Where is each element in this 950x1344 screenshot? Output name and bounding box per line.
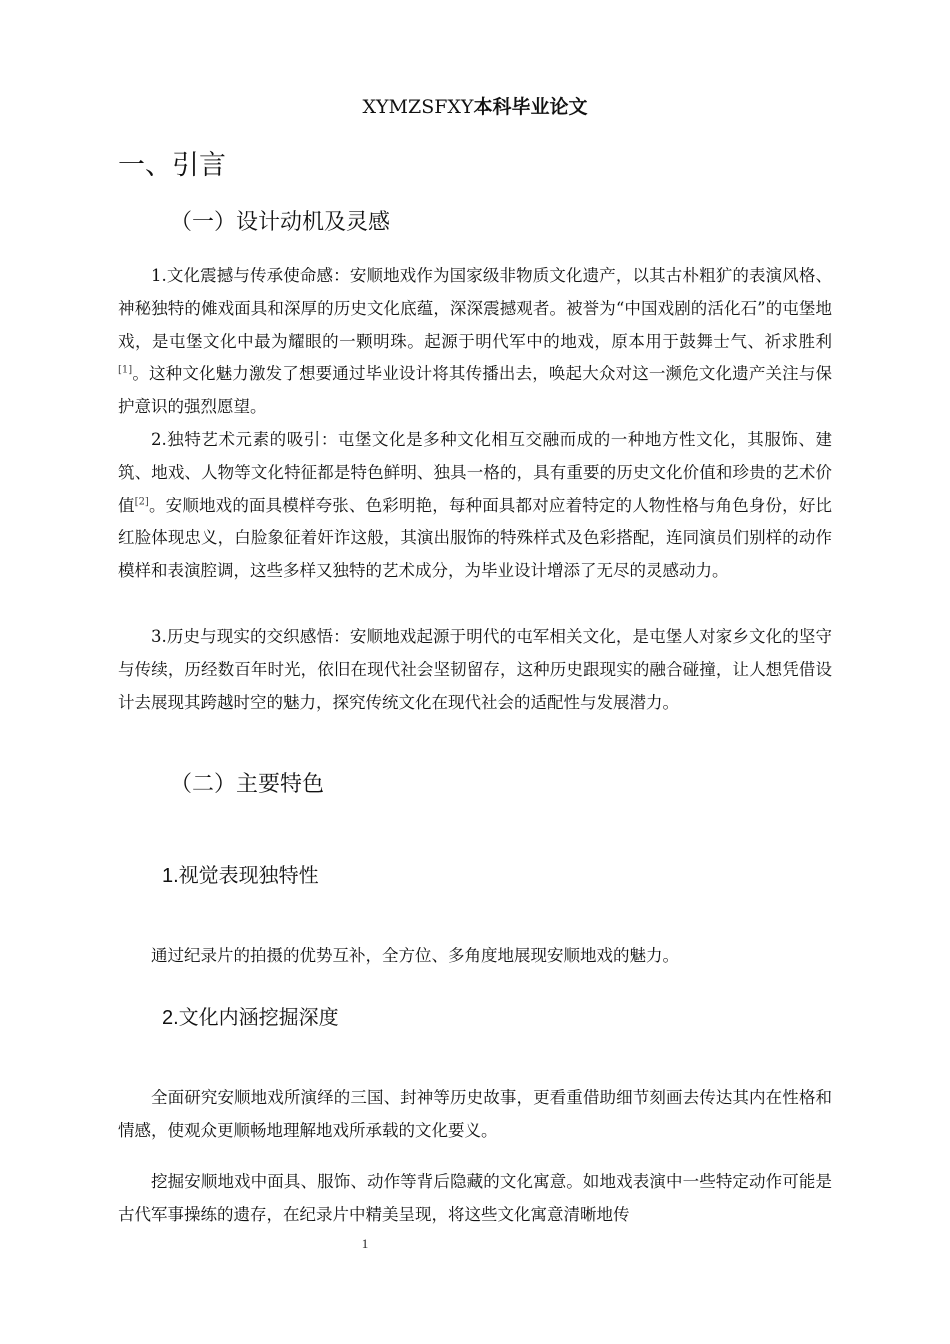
header-title-latin: XYMZSFXY (362, 96, 474, 118)
paragraph-culture-research: 全面研究安顺地戏所演绎的三国、封神等历史故事，更看重借助细节刻画去传达其内在性格和情感，使观众更顺畅地理解地戏所承载的文化要义。 (118, 1088, 832, 1140)
page-number: 1 (361, 1236, 369, 1251)
feature-heading-culture: 2.文化内涵挖掘深度 (162, 1007, 339, 1029)
feature-heading-visual: 1.视觉表现独特性 (162, 865, 319, 887)
paragraph-visual: 通过纪录片的拍摄的优势互补，全方位、多角度地展现安顺地戏的魅力。 (151, 946, 679, 965)
page-header (0, 94, 950, 120)
paragraph-culture-meaning: 挖掘安顺地戏中面具、服饰、动作等背后隐藏的文化寓意。如地戏表演中一些特定动作可能是古代军事操练的遗存，在纪录片中精美呈现，将这些文化寓意清晰地传 (118, 1172, 832, 1224)
section-heading-introduction: 一、引言 (118, 150, 226, 181)
citation-ref: [1] (118, 364, 133, 376)
paragraph-text: 1.文化震撼与传承使命感：安顺地戏作为国家级非物质文化遗产，以其古朴粗犷的表演风格、神秘独特的傩戏面具和深厚的历史文化底蕴，深深震撼观者。被誉为“中国戏剧的活化石”的屯堡地戏，是屯堡文化中最为耀眼的一颗明珠。起源于明代军中的地戏，原本用于鼓舞士气、祈求胜利 (118, 266, 832, 351)
paragraph-text: 2.独特艺术元素的吸引：屯堡文化是多种文化相互交融而成的一种地方性文化，其服饰、建筑、地戏、人物等文化特征都是特色鲜明、独具一格的，具有重要的历史文化价值和珍贵的艺术价值 (118, 430, 832, 515)
subsection-heading-features: （二）主要特色 (170, 772, 325, 797)
citation-ref: [2] (134, 496, 149, 508)
paragraph-text: 。这种文化魅力激发了想要通过毕业设计将其传播出去，唤起大众对这一濒危文化遗产关注与保护意识的强烈愿望。 (118, 364, 832, 417)
subsection-heading-motivation: （一）设计动机及灵感 (170, 210, 391, 235)
paragraph-history-reality: 3.历史与现实的交织感悟：安顺地戏起源于明代的屯军相关文化，是屯堡人对家乡文化的坚守与传续，历经数百年时光，依旧在现代社会坚韧留存，这种历史跟现实的融合碰撞，让人想凭借设计去展现其跨越时空的魅力，探究传统文化在现代社会的适配性与发展潜力。 (118, 627, 832, 712)
header-title-cn: 本科毕业论文 (473, 96, 588, 118)
paragraph-text: 。安顺地戏的面具模样夸张、色彩明艳，每种面具都对应着特定的人物性格与角色身份，好比红脸体现忠义，白脸象征着奸诈这般，其演出服饰的特殊样式及色彩搭配，连同演员们别样的动作模样和表演腔调，这些多样又独特的艺术成分，为毕业设计增添了无尽的灵感动力。 (118, 495, 833, 581)
paragraph-cultural-shock (118, 260, 832, 424)
paragraph-art-elements (118, 424, 832, 588)
